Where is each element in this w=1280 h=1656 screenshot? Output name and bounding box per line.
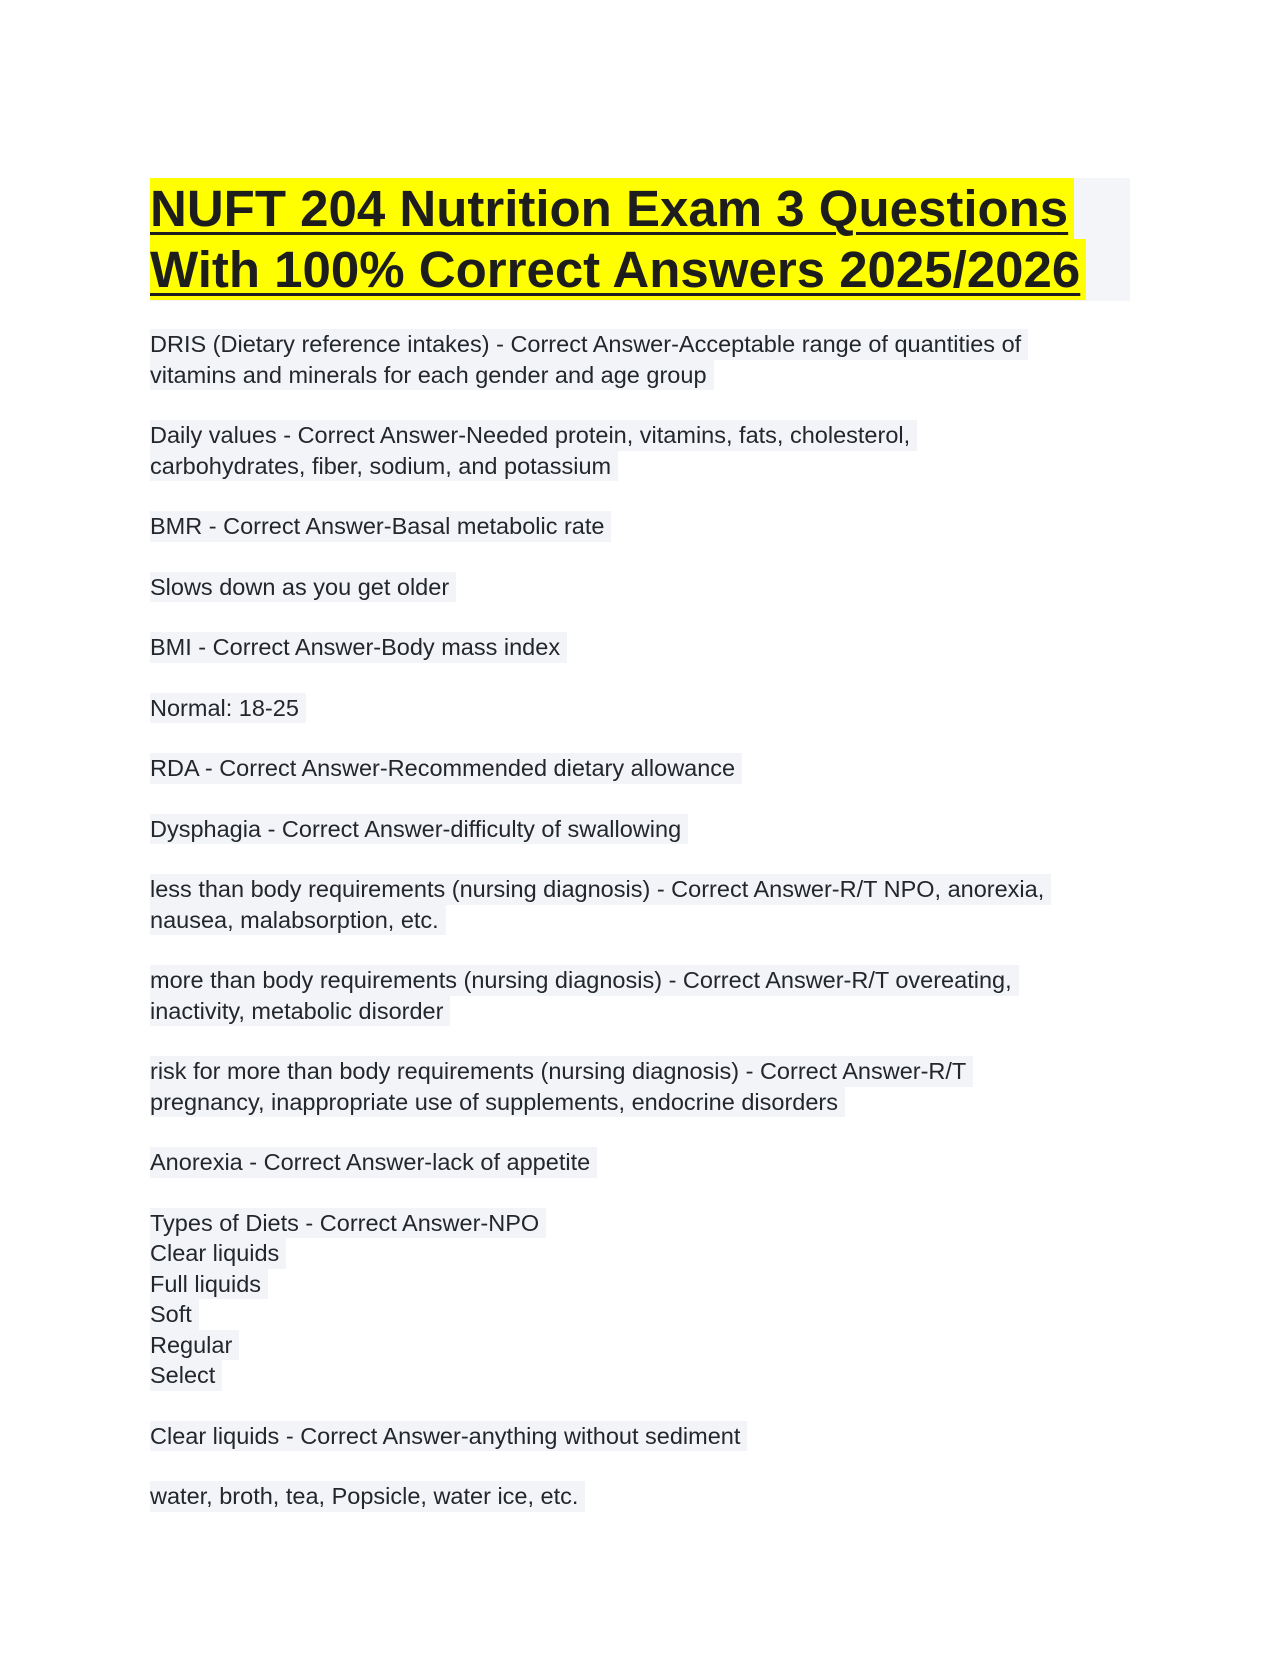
qa-entry xyxy=(150,1147,1130,1178)
qa-text-line: Clear liquids xyxy=(150,1238,286,1269)
qa-text-line: Full liquids xyxy=(150,1269,268,1300)
qa-text-line: water, broth, tea, Popsicle, water ice, etc. xyxy=(150,1481,585,1512)
qa-entry xyxy=(150,1481,1130,1512)
qa-text-line: inactivity, metabolic disorder xyxy=(150,996,450,1027)
qa-entry xyxy=(150,693,1130,724)
qa-entry xyxy=(150,572,1130,603)
document-page xyxy=(150,178,1130,1542)
qa-text-line: carbohydrates, fiber, sodium, and potassium xyxy=(150,451,618,482)
qa-text-line: more than body requirements (nursing diagnosis) - Correct Answer-R/T overeating, xyxy=(150,965,1019,996)
qa-entry xyxy=(150,814,1130,845)
qa-entry xyxy=(150,1421,1130,1452)
qa-text-line: Slows down as you get older xyxy=(150,572,456,603)
title-line-2: With 100% Correct Answers 2025/2026 xyxy=(150,239,1086,300)
qa-text-line: Clear liquids - Correct Answer-anything without sediment xyxy=(150,1421,747,1452)
question-list xyxy=(150,329,1130,1512)
qa-text-line: risk for more than body requirements (nursing diagnosis) - Correct Answer-R/T xyxy=(150,1056,973,1087)
qa-entry xyxy=(150,511,1130,542)
qa-text-line: BMI - Correct Answer-Body mass index xyxy=(150,632,567,663)
qa-entry xyxy=(150,874,1130,935)
qa-entry xyxy=(150,965,1130,1026)
qa-text-line: DRIS (Dietary reference intakes) - Correct Answer-Acceptable range of quantities of xyxy=(150,329,1028,360)
qa-text-line: Dysphagia - Correct Answer-difficulty of swallowing xyxy=(150,814,688,845)
qa-entry xyxy=(150,1208,1130,1391)
qa-text-line: vitamins and minerals for each gender and age group xyxy=(150,360,714,391)
qa-text-line: RDA - Correct Answer-Recommended dietary allowance xyxy=(150,753,742,784)
qa-entry xyxy=(150,420,1130,481)
qa-text-line: Anorexia - Correct Answer-lack of appetite xyxy=(150,1147,597,1178)
qa-text-line: Select xyxy=(150,1360,222,1391)
qa-entry xyxy=(150,1056,1130,1117)
document-title xyxy=(150,178,1130,301)
qa-text-line: less than body requirements (nursing diagnosis) - Correct Answer-R/T NPO, anorexia, xyxy=(150,874,1051,905)
qa-text-line: Soft xyxy=(150,1299,199,1330)
qa-text-line: Types of Diets - Correct Answer-NPO xyxy=(150,1208,546,1239)
title-line-1: NUFT 204 Nutrition Exam 3 Questions xyxy=(150,178,1074,239)
qa-text-line: Normal: 18-25 xyxy=(150,693,306,724)
qa-entry xyxy=(150,329,1130,390)
qa-text-line: nausea, malabsorption, etc. xyxy=(150,905,446,936)
qa-text-line: Regular xyxy=(150,1330,239,1361)
qa-entry xyxy=(150,632,1130,663)
qa-text-line: Daily values - Correct Answer-Needed protein, vitamins, fats, cholesterol, xyxy=(150,420,917,451)
qa-text-line: BMR - Correct Answer-Basal metabolic rate xyxy=(150,511,611,542)
qa-entry xyxy=(150,753,1130,784)
qa-text-line: pregnancy, inappropriate use of supplements, endocrine disorders xyxy=(150,1087,845,1118)
